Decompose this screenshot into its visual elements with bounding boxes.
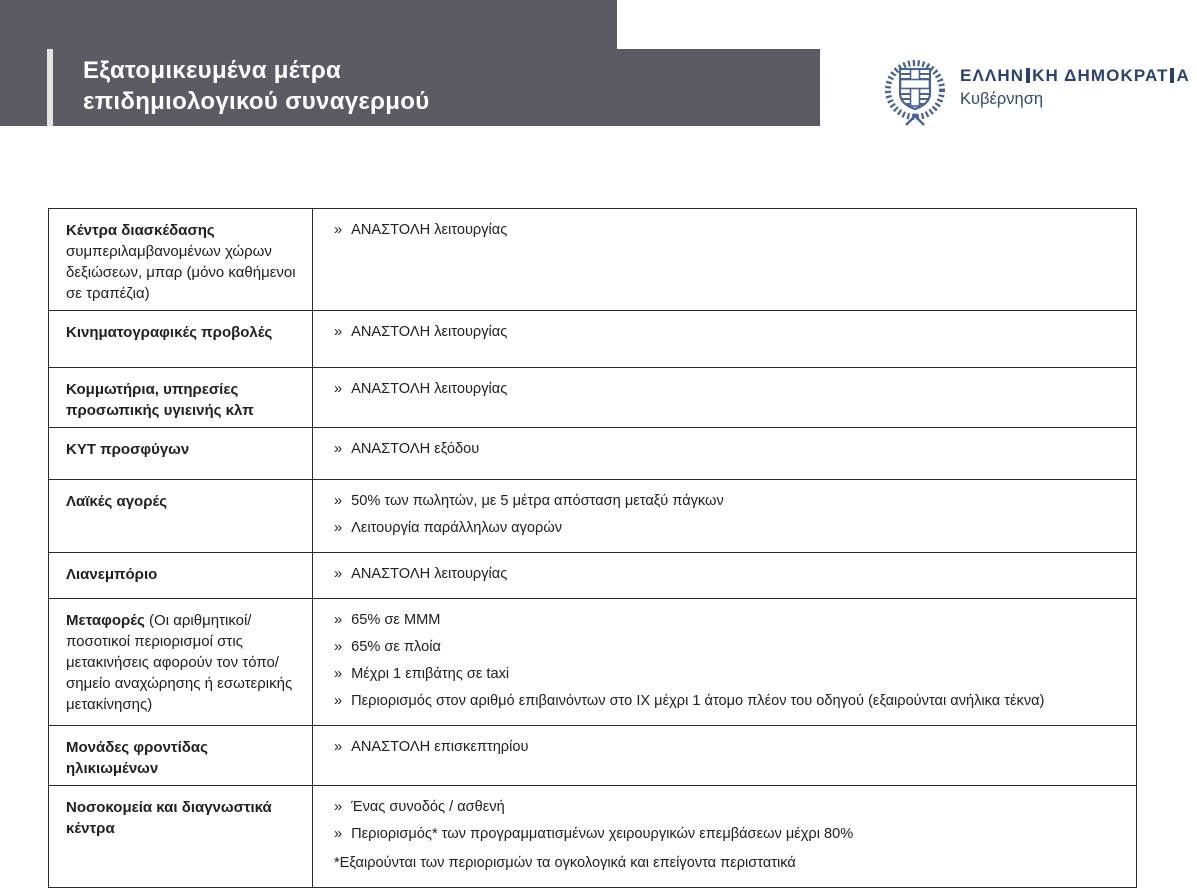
measures-table: [48, 208, 1137, 888]
measure-item: [334, 638, 1118, 656]
measure-text: Περιορισμός στον αριθμό επιβαινόντων στο ΙΧ μέχρι 1 άτομο πλέον του οδηγού (εξαιρούνται ανήλικα τέκνα): [351, 693, 1045, 709]
government-label: Κυβέρνηση: [960, 90, 1044, 108]
stylized-iota-bar: [1170, 68, 1174, 83]
page-title-line2: επιδημιολογικού συναγερμού: [83, 88, 430, 115]
measure-text: Περιορισμός* των προγραμματισμένων χειρουργικών επεμβάσεων μέχρι 80%: [351, 826, 854, 842]
measure-item: [334, 221, 1118, 239]
header-band-top: [0, 0, 617, 49]
category-detail: συμπεριλαμβανομένων χώρων δεξιώσεων, μπαρ (μόνο καθήμενοι σε τραπέζια): [66, 243, 296, 302]
measure-item: [334, 692, 1118, 710]
measures-cell: [313, 428, 1136, 479]
measure-item: [334, 380, 1118, 398]
measures-cell: [313, 786, 1136, 887]
category-title: Κομμωτήρια, υπηρεσίες προσωπικής υγιεινής κλπ: [66, 381, 254, 419]
bullet-guillemet: »: [334, 381, 343, 397]
category-cell: [49, 480, 313, 552]
measure-item: [334, 798, 1118, 816]
measures-cell: [313, 209, 1136, 310]
category-title: Μονάδες φροντίδας ηλικιωμένων: [66, 739, 208, 777]
page-title: [83, 55, 429, 117]
footnote: *Εξαιρούνται των περιορισμών τα ογκολογικά και επείγοντα περιστατικά: [334, 855, 796, 871]
measure-item: [334, 825, 1118, 843]
measure-item: [334, 665, 1118, 683]
category-cell: [49, 368, 313, 427]
measure-text: ΑΝΑΣΤΟΛΗ εξόδου: [351, 441, 480, 457]
measure-item: [334, 565, 1118, 583]
table-row: [49, 598, 1136, 725]
table-row: [49, 427, 1136, 479]
table-row: [49, 310, 1136, 367]
category-cell: [49, 726, 313, 785]
bullet-guillemet: »: [334, 612, 343, 628]
category-title: Κέντρα διασκέδασης: [66, 222, 215, 239]
bullet-guillemet: »: [334, 520, 343, 536]
bullet-guillemet: »: [334, 826, 343, 842]
measure-item: [334, 323, 1118, 341]
category-title: ΚΥΤ προσφύγων: [66, 441, 190, 458]
header-accent-bar: [47, 49, 53, 126]
category-cell: [49, 428, 313, 479]
stylized-iota-bar: [1026, 68, 1030, 83]
hellenic-republic-label: ΕΛΛΗΝ ΚΗ ΔΗΜΟΚΡΑΤ Α: [960, 66, 1190, 85]
bullet-guillemet: »: [334, 693, 343, 709]
measure-item: [334, 611, 1118, 629]
measure-item: [334, 440, 1118, 458]
measures-cell: [313, 311, 1136, 367]
measures-cell: [313, 480, 1136, 552]
measure-text: Ένας συνοδός / ασθενή: [351, 799, 505, 815]
bullet-guillemet: »: [334, 739, 343, 755]
table-row: [49, 367, 1136, 427]
table-row: [49, 479, 1136, 552]
category-title: Νοσοκομεία και διαγνωστικά κέντρα: [66, 799, 272, 837]
measure-text: 50% των πωλητών, με 5 μέτρα απόσταση μεταξύ πάγκων: [351, 493, 724, 509]
government-logo: [883, 53, 1190, 131]
category-detail: (Οι αριθμητικοί/ποσοτικοί περιορισμοί στις μετακινήσεις αφορούν τον τόπο/σημείο αναχώρησης ή εσωτερικής μετακίνησης): [66, 612, 293, 713]
measure-text: ΑΝΑΣΤΟΛΗ επισκεπτηρίου: [351, 739, 529, 755]
table-row: [49, 209, 1136, 310]
bullet-guillemet: »: [334, 324, 343, 340]
bullet-guillemet: »: [334, 566, 343, 582]
category-cell: [49, 311, 313, 367]
bullet-guillemet: »: [334, 493, 343, 509]
table-row: [49, 725, 1136, 785]
measures-cell: [313, 553, 1136, 598]
bullet-guillemet: »: [334, 441, 343, 457]
category-cell: [49, 209, 313, 310]
table-row: [49, 785, 1136, 887]
measure-text: ΑΝΑΣΤΟΛΗ λειτουργίας: [351, 566, 508, 582]
category-title: Μεταφορές: [66, 612, 145, 629]
category-title: Κινηματογραφικές προβολές: [66, 324, 273, 341]
bullet-guillemet: »: [334, 799, 343, 815]
category-title: Λιανεμπόριο: [66, 566, 158, 583]
category-cell: [49, 553, 313, 598]
measures-cell: [313, 599, 1136, 725]
measures-cell: [313, 368, 1136, 427]
page-title-line1: Εξατομικευμένα μέτρα: [83, 57, 342, 84]
category-cell: [49, 786, 313, 887]
category-cell: [49, 599, 313, 725]
measure-text: Μέχρι 1 επιβάτης σε taxi: [351, 666, 510, 682]
measure-text: 65% σε ΜΜΜ: [351, 612, 441, 628]
government-logo-text: [960, 53, 1190, 131]
greek-republic-emblem-icon: [883, 53, 947, 131]
measure-text: 65% σε πλοία: [351, 639, 441, 655]
measures-cell: [313, 726, 1136, 785]
header-band: [0, 49, 820, 126]
measure-text: Λειτουργία παράλληλων αγορών: [351, 520, 563, 536]
measure-item: [334, 738, 1118, 756]
measure-text: ΑΝΑΣΤΟΛΗ λειτουργίας: [351, 324, 508, 340]
bullet-guillemet: »: [334, 639, 343, 655]
measure-text: ΑΝΑΣΤΟΛΗ λειτουργίας: [351, 381, 508, 397]
measure-item: [334, 519, 1118, 537]
measure-item: [334, 492, 1118, 510]
bullet-guillemet: »: [334, 666, 343, 682]
table-row: [49, 552, 1136, 598]
category-title: Λαϊκές αγορές: [66, 493, 168, 510]
measure-text: ΑΝΑΣΤΟΛΗ λειτουργίας: [351, 222, 508, 238]
bullet-guillemet: »: [334, 222, 343, 238]
